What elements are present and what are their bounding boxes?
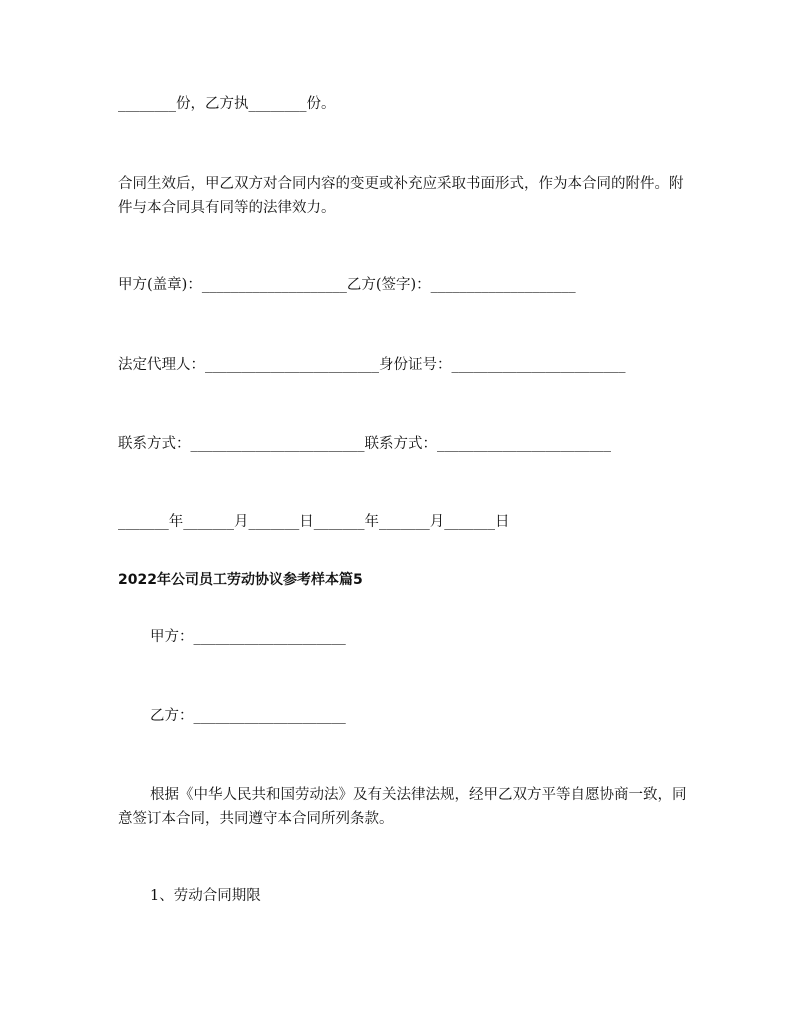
signature-line: 甲方(盖章)：____________________乙方(签字)：____________________: [118, 277, 576, 293]
clause-1-title: 1、劳动合同期限: [150, 888, 261, 904]
amendment-paragraph: 合同生效后，甲乙双方对合同内容的变更或补充应采取书面形式，作为本合同的附件。附件与本合同具有同等的法律效力。: [118, 176, 684, 216]
section-title: 2022年公司员工劳动协议参考样本篇5: [118, 572, 363, 588]
contact-line: 联系方式：________________________联系方式：________________________: [118, 436, 611, 452]
party-b-line: 乙方：_____________________: [150, 708, 346, 724]
party-a-line: 甲方：_____________________: [150, 629, 346, 645]
copies-line: ________份，乙方执________份。: [118, 96, 336, 112]
date-line: _______年_______月_______日_______年_______月_______日: [118, 514, 510, 530]
intro-paragraph: 根据《中华人民共和国劳动法》及有关法律法规，经甲乙双方平等自愿协商一致，同意签订本合同，共同遵守本合同所列条款。: [118, 787, 687, 827]
legal-representative-line: 法定代理人：________________________身份证号：________________________: [118, 357, 626, 373]
